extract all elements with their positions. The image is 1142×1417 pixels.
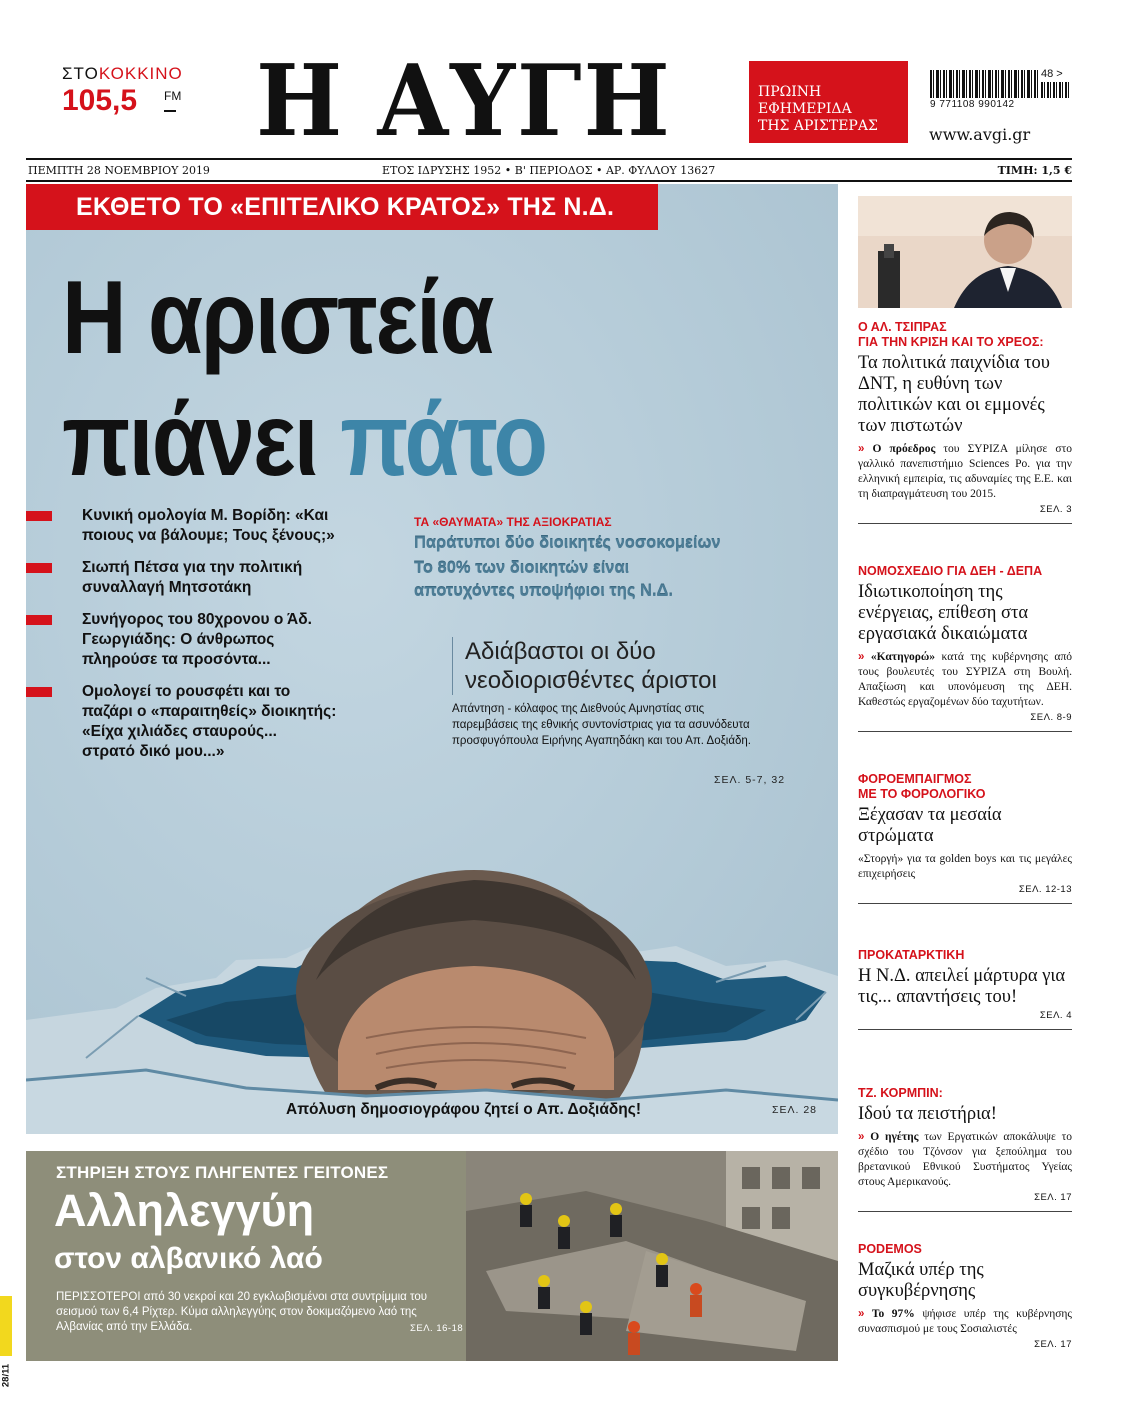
- cover-story[interactable]: [26, 184, 838, 1134]
- bullet-marker: [26, 511, 52, 521]
- bullet-marker: [26, 687, 52, 697]
- story-kicker: Ο ΑΛ. ΤΣΙΠΡΑΣ ΓΙΑ ΤΗΝ ΚΡΙΣΗ ΚΑΙ ΤΟ ΧΡΕΟΣ:: [858, 320, 1044, 349]
- story-kicker: PODEMOS: [858, 1242, 922, 1256]
- divider: [858, 1211, 1072, 1212]
- arrow-icon: »: [858, 651, 865, 663]
- story-energy[interactable]: [858, 564, 1072, 732]
- story-headline: Τα πολιτικά παιχνίδια του ΔΝΤ, η ευθύνη των πολιτικών και οι εμμονές των πιστωτών: [858, 353, 1050, 436]
- story-page-ref: ΣΕΛ. 17: [1034, 1192, 1072, 1203]
- radio-dash: [164, 110, 176, 112]
- story-headline: Ξέχασαν τα μεσαία στρώματα: [858, 805, 1002, 846]
- story-kicker: ΦΟΡΟΕΜΠΑΙΓΜΟΣ ΜΕ ΤΟ ΦΟΡΟΛΟΓΙΚΟ: [858, 772, 986, 801]
- bullet-item[interactable]: Σιωπή Πέτσα για την πολιτική συναλλαγή Μητσοτάκη: [26, 558, 386, 598]
- divider: [858, 523, 1072, 524]
- solidarity-body: ΠΕΡΙΣΣΟΤΕΡΟΙ από 30 νεκροί και 20 εγκλωβισμένοι στα συντρίμμια του σεισμού των 6,4 Ρίχτερ. Κύμα αλληλεγγύης στον δοκιμαζόμενο λαό της Αλβανίας από την Ελλάδα.: [56, 1291, 428, 1333]
- divider: [858, 903, 1072, 904]
- arrow-icon: »: [858, 1131, 865, 1143]
- masthead-title[interactable]: Η ΑΥΓΗ: [256, 44, 672, 159]
- story-body: » «Κατηγορώ» κατά της κυβέρνησης από τους βουλευτές του ΣΥΡΙΖΑ στη Βουλή. Απαξίωση και υπονόμευση της ΔΕΗ. Καθεστώς εργαζομένων δύο ταχυτήτων.: [858, 651, 1072, 708]
- amnesty-title: Αδιάβαστοι οι δύο νεοδιορισθέντες άριστοι: [452, 637, 752, 695]
- issue-date: ΠΕΜΠΤΗ 28 ΝΟΕΜΒΡΙΟΥ 2019: [28, 164, 210, 177]
- cover-headline-highlight: πάτο: [340, 382, 547, 498]
- issue-price: ΤΙΜΗ: 1,5 €: [997, 164, 1072, 177]
- story-podemos[interactable]: [858, 1242, 1072, 1350]
- barcode-digits: 9 771108 990142: [930, 99, 1015, 110]
- solidarity-headline-2: στον αλβανικό λαό: [54, 1242, 323, 1275]
- radio-frequency: 105,5: [62, 84, 138, 117]
- story-page-ref: ΣΕΛ. 8-9: [1030, 712, 1072, 723]
- story-page-ref: ΣΕΛ. 17: [1034, 1339, 1072, 1350]
- solidarity-kicker: ΣΤΗΡΙΞΗ ΣΤΟΥΣ ΠΛΗΓΕΝΤΕΣ ΓΕΙΤΟΝΕΣ: [56, 1163, 389, 1182]
- story-headline: Η Ν.Δ. απειλεί μάρτυρα για τις... απαντήσεις του!: [858, 966, 1066, 1007]
- edge-date: 28/11: [0, 1363, 12, 1388]
- edge-color-marker: [0, 1296, 12, 1356]
- arrow-icon: »: [858, 443, 865, 455]
- cover-footer-page-ref: ΣΕΛ. 28: [772, 1104, 818, 1116]
- story-body: » Το 97% ψήφισε υπέρ της κυβέρνησης συνασπισμού με τους Σοσιαλιστές: [858, 1308, 1072, 1335]
- story-page-ref: ΣΕΛ. 12-13: [1018, 884, 1072, 895]
- cover-footer-headline[interactable]: Απόλυση δημοσιογράφου ζητεί ο Απ. Δοξιάδης!: [286, 1101, 641, 1118]
- bullet-marker: [26, 615, 52, 625]
- story-preliminary[interactable]: [858, 948, 1072, 1030]
- edge-date-tab: [0, 1296, 12, 1404]
- story-corbyn[interactable]: [858, 1086, 1072, 1212]
- story-page-ref: ΣΕΛ. 4: [1039, 1010, 1072, 1021]
- issue-code: 48 >: [1041, 68, 1063, 80]
- story-kicker: ΠΡΟΚΑΤΑΡΚΤΙΚΗ: [858, 948, 965, 962]
- story-tsipras[interactable]: [858, 320, 1072, 524]
- solidarity-page-ref: ΣΕΛ. 16-18: [410, 1323, 464, 1334]
- bullet-item[interactable]: Κυνική ομολογία Μ. Βορίδη: «Και ποιους να βάλουμε; Τους ξένους;»: [26, 506, 386, 546]
- story-headline: Ιδιωτικοποίηση της ενέργειας, επίθεση στα εργασιακά δικαιώματα: [858, 582, 1029, 644]
- cover-illustration: [26, 770, 838, 1134]
- arrow-icon: »: [858, 1308, 865, 1320]
- story-page-ref: ΣΕΛ. 3: [1039, 504, 1072, 515]
- issue-info: ΕΤΟΣ ΙΔΡΥΣΗΣ 1952 • Β' ΠΕΡΙΟΔΟΣ • ΑΡ. ΦΥΛΛΟΥ 13627: [382, 164, 716, 177]
- story-kicker: ΤΖ. ΚΟΡΜΠΙΝ:: [858, 1086, 943, 1100]
- earthquake-rescue-photo: [466, 1151, 838, 1361]
- story-kicker: ΝΟΜΟΣΧΕΔΙΟ ΓΙΑ ΔΕΗ - ΔΕΠΑ: [858, 564, 1043, 578]
- story-body: » Ο πρόεδρος του ΣΥΡΙΖΑ μίλησε στο γαλλικό πανεπιστήμιο Sciences Po. για την ελληνική εμπειρία, τις αδυναμίες της Ε.Ε. και τη διαπραγμάτευση του 2015.: [858, 443, 1072, 500]
- story-body: «Στοργή» για τα golden boys και τις μεγάλες επιχειρήσεις: [858, 853, 1072, 880]
- solidarity-headline-1: Αλληλεγγύη: [54, 1185, 315, 1236]
- divider: [858, 731, 1072, 732]
- masthead-tagline: ΠΡΩΙΝΗ ΕΦΗΜΕΡΙΔΑ ΤΗΣ ΑΡΙΣΤΕΡΑΣ: [749, 61, 908, 143]
- bullet-item[interactable]: Ομολογεί το ρουσφέτι και το παζάρι ο «παραιτηθείς» διοικητής: «Είχα χιλιάδες σταυρούς... στρατό δικό μου...»: [26, 682, 386, 762]
- radio-ad[interactable]: [62, 64, 192, 118]
- meritocracy-line-1[interactable]: Παράτυποι δύο διοικητές νοσοκομείων: [414, 534, 721, 552]
- story-headline: Μαζικά υπέρ της συγκυβέρνησης: [858, 1260, 984, 1301]
- bullet-item[interactable]: Συνήγορος του 80χρονου ο Άδ. Γεωργιάδης: Ο άνθρωπος πληρούσε τα προσόντα...: [26, 610, 386, 670]
- dateline: [26, 158, 1072, 182]
- tsipras-photo: [858, 196, 1072, 308]
- meritocracy-line-3[interactable]: αποτυχόντες υποψήφιοι της Ν.Δ.: [414, 582, 673, 600]
- story-headline: Ιδού τα πειστήρια!: [858, 1104, 997, 1124]
- meritocracy-line-2[interactable]: Το 80% των διοικητών είναι: [414, 559, 630, 577]
- cover-headline-line-1[interactable]: Η αριστεία: [62, 260, 493, 376]
- bullet-marker: [26, 563, 52, 573]
- cover-kicker: ΕΚΘΕΤΟ ΤΟ «ΕΠΙΤΕΛΙΚΟ ΚΡΑΤΟΣ» ΤΗΣ Ν.Δ.: [76, 193, 615, 221]
- radio-brand: ΣΤΟΚΟΚΚΙΝΟ: [62, 64, 183, 83]
- story-body: » Ο ηγέτης των Εργατικών αποκάλυψε το σχέδιο του Τζόνσον για ξεπούλημα του βρετανικού Εθνικού Συστήματος Υγείας στους Αμερικανούς.: [858, 1131, 1073, 1188]
- website-link[interactable]: www.avgi.gr: [929, 125, 1031, 144]
- amnesty-body: Απάντηση - κόλαφος της Διεθνούς Αμνηστίας στις παρεμβάσεις της εθνικής συντονίστριας για τα ασυνόδευτα προσφυγόπουλα Ειρήνης Αγαπηδάκη και του Απ. Δοξιάδη.: [452, 703, 751, 747]
- solidarity-story[interactable]: [26, 1151, 466, 1361]
- amnesty-page-ref: ΣΕΛ. 5-7, 32: [714, 774, 786, 786]
- meritocracy-kicker: ΤΑ «ΘΑΥΜΑΤΑ» ΤΗΣ ΑΞΙΟΚΡΑΤΙΑΣ: [414, 515, 612, 529]
- cover-bullet-list: [26, 506, 386, 774]
- cover-headline-line-2[interactable]: πιάνει πάτο: [62, 382, 547, 498]
- barcode-addon-image: [1041, 82, 1071, 98]
- amnesty-story[interactable]: [452, 637, 752, 749]
- story-taxes[interactable]: [858, 772, 1072, 904]
- divider: [858, 1029, 1072, 1030]
- radio-band: FM: [164, 89, 182, 103]
- barcode-image: [930, 70, 1038, 98]
